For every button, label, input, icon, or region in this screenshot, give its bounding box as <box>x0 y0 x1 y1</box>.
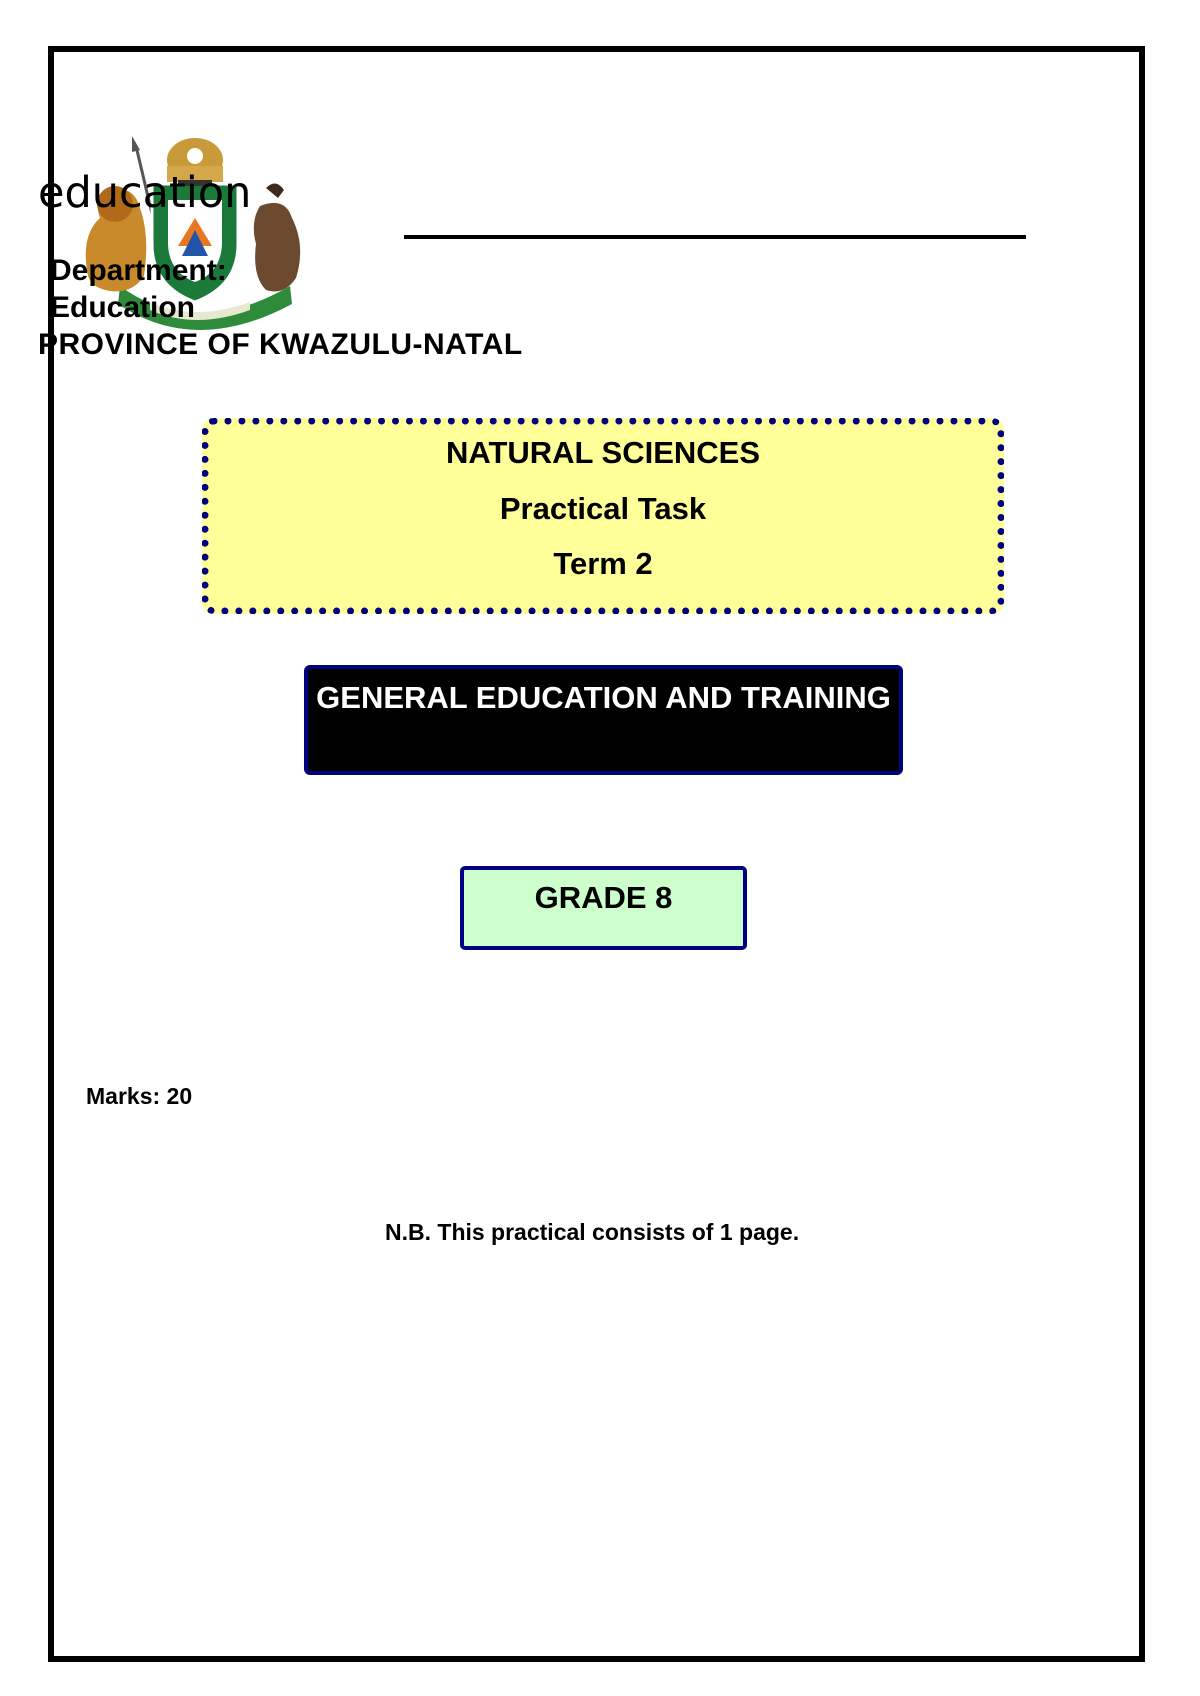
header-rule <box>404 235 1026 239</box>
phase-panel <box>304 665 903 775</box>
province-title: PROVINCE OF KWAZULU-NATAL <box>38 328 523 361</box>
page-count-note: N.B. This practical consists of 1 page. <box>385 1219 800 1245</box>
term-label: Term 2 <box>553 546 653 581</box>
grade-panel <box>460 866 747 950</box>
subject-panel <box>202 418 1004 614</box>
subject-title: NATURAL SCIENCES <box>445 435 761 470</box>
marks-total: Marks: 20 <box>86 1083 193 1109</box>
department-name: Education <box>50 291 196 324</box>
brand-wordmark: education <box>38 168 252 218</box>
grade-label: GRADE 8 <box>534 880 673 915</box>
task-type: Practical Task <box>499 491 707 526</box>
department-label: Department: <box>50 254 227 287</box>
phase-label: GENERAL EDUCATION AND TRAINING <box>316 680 891 715</box>
